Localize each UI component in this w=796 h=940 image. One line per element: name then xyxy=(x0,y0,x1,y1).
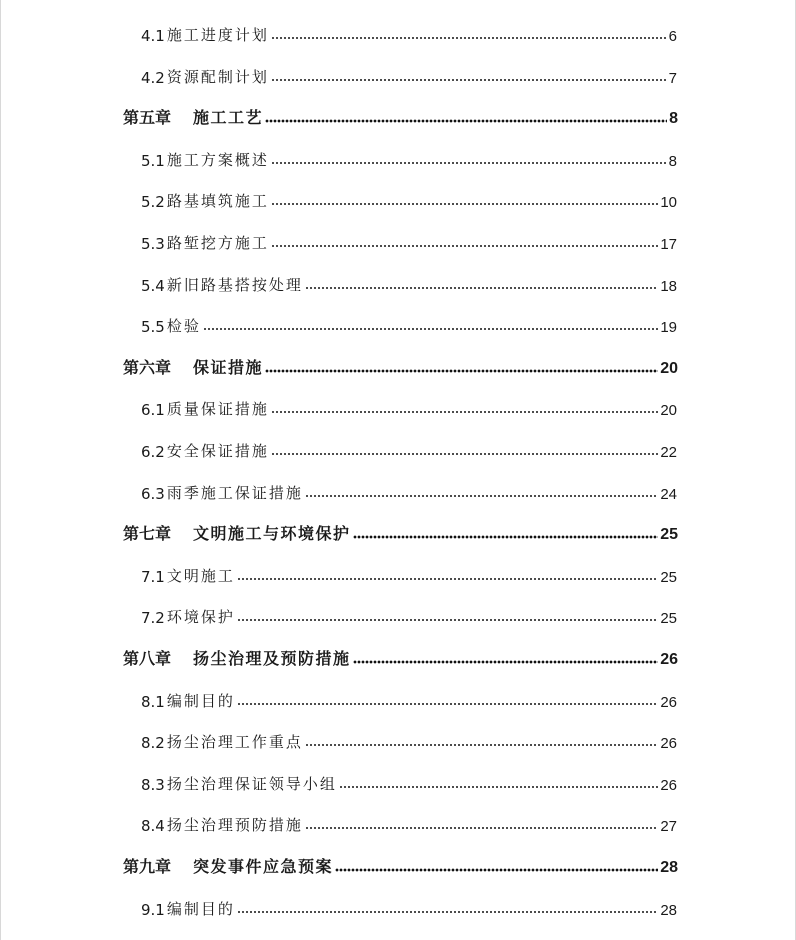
toc-entry-page-number: 27 xyxy=(660,818,677,835)
dot-leader xyxy=(203,327,658,331)
toc-entry-page-number: 6 xyxy=(668,28,677,45)
toc-entry-number: 第九章 xyxy=(123,857,172,876)
toc-entry-number: 4.2 xyxy=(141,69,165,87)
dot-leader xyxy=(237,910,658,914)
toc-entry-title: 检验 xyxy=(166,317,201,335)
toc-section-entry[interactable] xyxy=(141,271,677,295)
toc-entry-title: 环境保护 xyxy=(166,608,235,626)
toc-entry-title: 质量保证措施 xyxy=(166,400,269,418)
toc-entry-number: 9.1 xyxy=(141,901,165,919)
toc-entry-number: 7.2 xyxy=(141,609,165,627)
dot-leader xyxy=(353,535,659,539)
dot-leader xyxy=(271,244,658,248)
toc-section-entry[interactable] xyxy=(141,187,677,211)
toc-entry-number: 7.1 xyxy=(141,568,165,586)
toc-chapter-entry[interactable] xyxy=(123,520,678,544)
dot-leader xyxy=(271,161,667,165)
toc-entry-page-number: 7 xyxy=(668,70,677,87)
toc-entry-title: 保证措施 xyxy=(193,358,264,377)
dot-leader xyxy=(335,868,658,872)
toc-entry-number: 4.1 xyxy=(141,27,165,45)
toc-entry-number: 6.1 xyxy=(141,401,165,419)
toc-entry-page-number: 25 xyxy=(660,610,677,627)
toc-entry-number: 6.2 xyxy=(141,443,165,461)
dot-leader xyxy=(271,78,667,82)
toc-chapter-entry[interactable] xyxy=(123,853,678,877)
toc-entry-number: 第七章 xyxy=(123,524,172,543)
toc-section-entry[interactable] xyxy=(141,63,677,87)
toc-section-entry[interactable] xyxy=(141,895,677,919)
toc-entry-number: 第六章 xyxy=(123,358,172,377)
toc-entry-title: 雨季施工保证措施 xyxy=(166,484,303,502)
toc-entry-page-number: 18 xyxy=(660,278,677,295)
dot-leader xyxy=(271,452,658,456)
toc-section-entry[interactable] xyxy=(141,687,677,711)
toc-entry-title: 施工方案概述 xyxy=(166,151,269,169)
toc-entry-page-number: 26 xyxy=(660,651,678,668)
dot-leader xyxy=(305,826,658,830)
dot-leader xyxy=(305,286,658,290)
toc-entry-page-number: 26 xyxy=(660,777,677,794)
toc-entry-number: 8.1 xyxy=(141,693,165,711)
toc-entry-number: 5.2 xyxy=(141,193,165,211)
toc-entry-title: 编制目的 xyxy=(166,692,235,710)
toc-entry-title: 路基填筑施工 xyxy=(166,192,269,210)
toc-section-entry[interactable] xyxy=(141,146,677,170)
toc-entry-title: 扬尘治理及预防措施 xyxy=(193,649,351,668)
toc-section-entry[interactable] xyxy=(141,479,677,503)
toc-chapter-entry[interactable] xyxy=(123,354,678,378)
toc-entry-title: 突发事件应急预案 xyxy=(193,857,334,876)
toc-entry-title: 文明施工 xyxy=(166,567,235,585)
toc-entry-page-number: 28 xyxy=(660,859,678,876)
toc-entry-page-number: 20 xyxy=(660,360,678,377)
toc-entry-title: 扬尘治理保证领导小组 xyxy=(166,775,337,793)
toc-entry-page-number: 17 xyxy=(660,236,677,253)
dot-leader xyxy=(265,369,658,373)
dot-leader xyxy=(237,702,658,706)
toc-entry-number: 6.3 xyxy=(141,485,165,503)
toc-entry-page-number: 10 xyxy=(660,194,677,211)
toc-section-entry[interactable] xyxy=(141,728,677,752)
toc-entry-page-number: 28 xyxy=(660,902,677,919)
toc-entry-title: 编制目的 xyxy=(166,900,235,918)
toc-section-entry[interactable] xyxy=(141,395,677,419)
dot-leader xyxy=(353,660,659,664)
toc-entry-title: 施工进度计划 xyxy=(166,26,269,44)
toc-entry-title: 施工工艺 xyxy=(193,108,264,127)
dot-leader xyxy=(271,202,658,206)
toc-entry-page-number: 26 xyxy=(660,694,677,711)
toc-entry-number: 8.2 xyxy=(141,734,165,752)
toc-entry-page-number: 20 xyxy=(660,402,677,419)
dot-leader xyxy=(271,36,667,40)
dot-leader xyxy=(237,577,658,581)
toc-entry-number: 8.4 xyxy=(141,817,165,835)
toc-entry-number: 5.1 xyxy=(141,152,165,170)
toc-entry-number: 第八章 xyxy=(123,649,172,668)
toc-entry-page-number: 24 xyxy=(660,486,677,503)
toc-entry-page-number: 25 xyxy=(660,526,678,543)
toc-entry-number: 8.3 xyxy=(141,776,165,794)
toc-entry-number: 5.5 xyxy=(141,318,165,336)
toc-entry-page-number: 8 xyxy=(669,110,678,127)
toc-entry-page-number: 26 xyxy=(660,735,677,752)
toc-entry-number: 5.4 xyxy=(141,277,165,295)
toc-section-entry[interactable] xyxy=(141,811,677,835)
toc-entry-title: 扬尘治理预防措施 xyxy=(166,816,303,834)
toc-section-entry[interactable] xyxy=(141,312,677,336)
toc-entry-number: 第五章 xyxy=(123,108,172,127)
toc-entry-page-number: 19 xyxy=(660,319,677,336)
toc-section-entry[interactable] xyxy=(141,603,677,627)
dot-leader xyxy=(305,494,658,498)
toc-section-entry[interactable] xyxy=(141,562,677,586)
dot-leader xyxy=(265,119,667,123)
toc-entry-page-number: 8 xyxy=(668,153,677,170)
toc-section-entry[interactable] xyxy=(141,437,677,461)
dot-leader xyxy=(271,410,658,414)
toc-entry-title: 文明施工与环境保护 xyxy=(193,524,351,543)
toc-entry-title: 新旧路基搭按处理 xyxy=(166,276,303,294)
toc-entry-page-number: 25 xyxy=(660,569,677,586)
toc-chapter-entry[interactable] xyxy=(123,645,678,669)
dot-leader xyxy=(305,743,658,747)
toc-entry-title: 路堑挖方施工 xyxy=(166,234,269,252)
toc-section-entry[interactable] xyxy=(141,21,677,45)
toc-entry-title: 安全保证措施 xyxy=(166,442,269,460)
toc-chapter-entry[interactable] xyxy=(123,104,678,128)
toc-entry-title: 资源配制计划 xyxy=(166,68,269,86)
toc-entry-number: 5.3 xyxy=(141,235,165,253)
toc-section-entry[interactable] xyxy=(141,229,677,253)
toc-section-entry[interactable] xyxy=(141,770,677,794)
toc-entry-page-number: 22 xyxy=(660,444,677,461)
dot-leader xyxy=(339,785,658,789)
dot-leader xyxy=(237,618,658,622)
toc-entry-title: 扬尘治理工作重点 xyxy=(166,733,303,751)
